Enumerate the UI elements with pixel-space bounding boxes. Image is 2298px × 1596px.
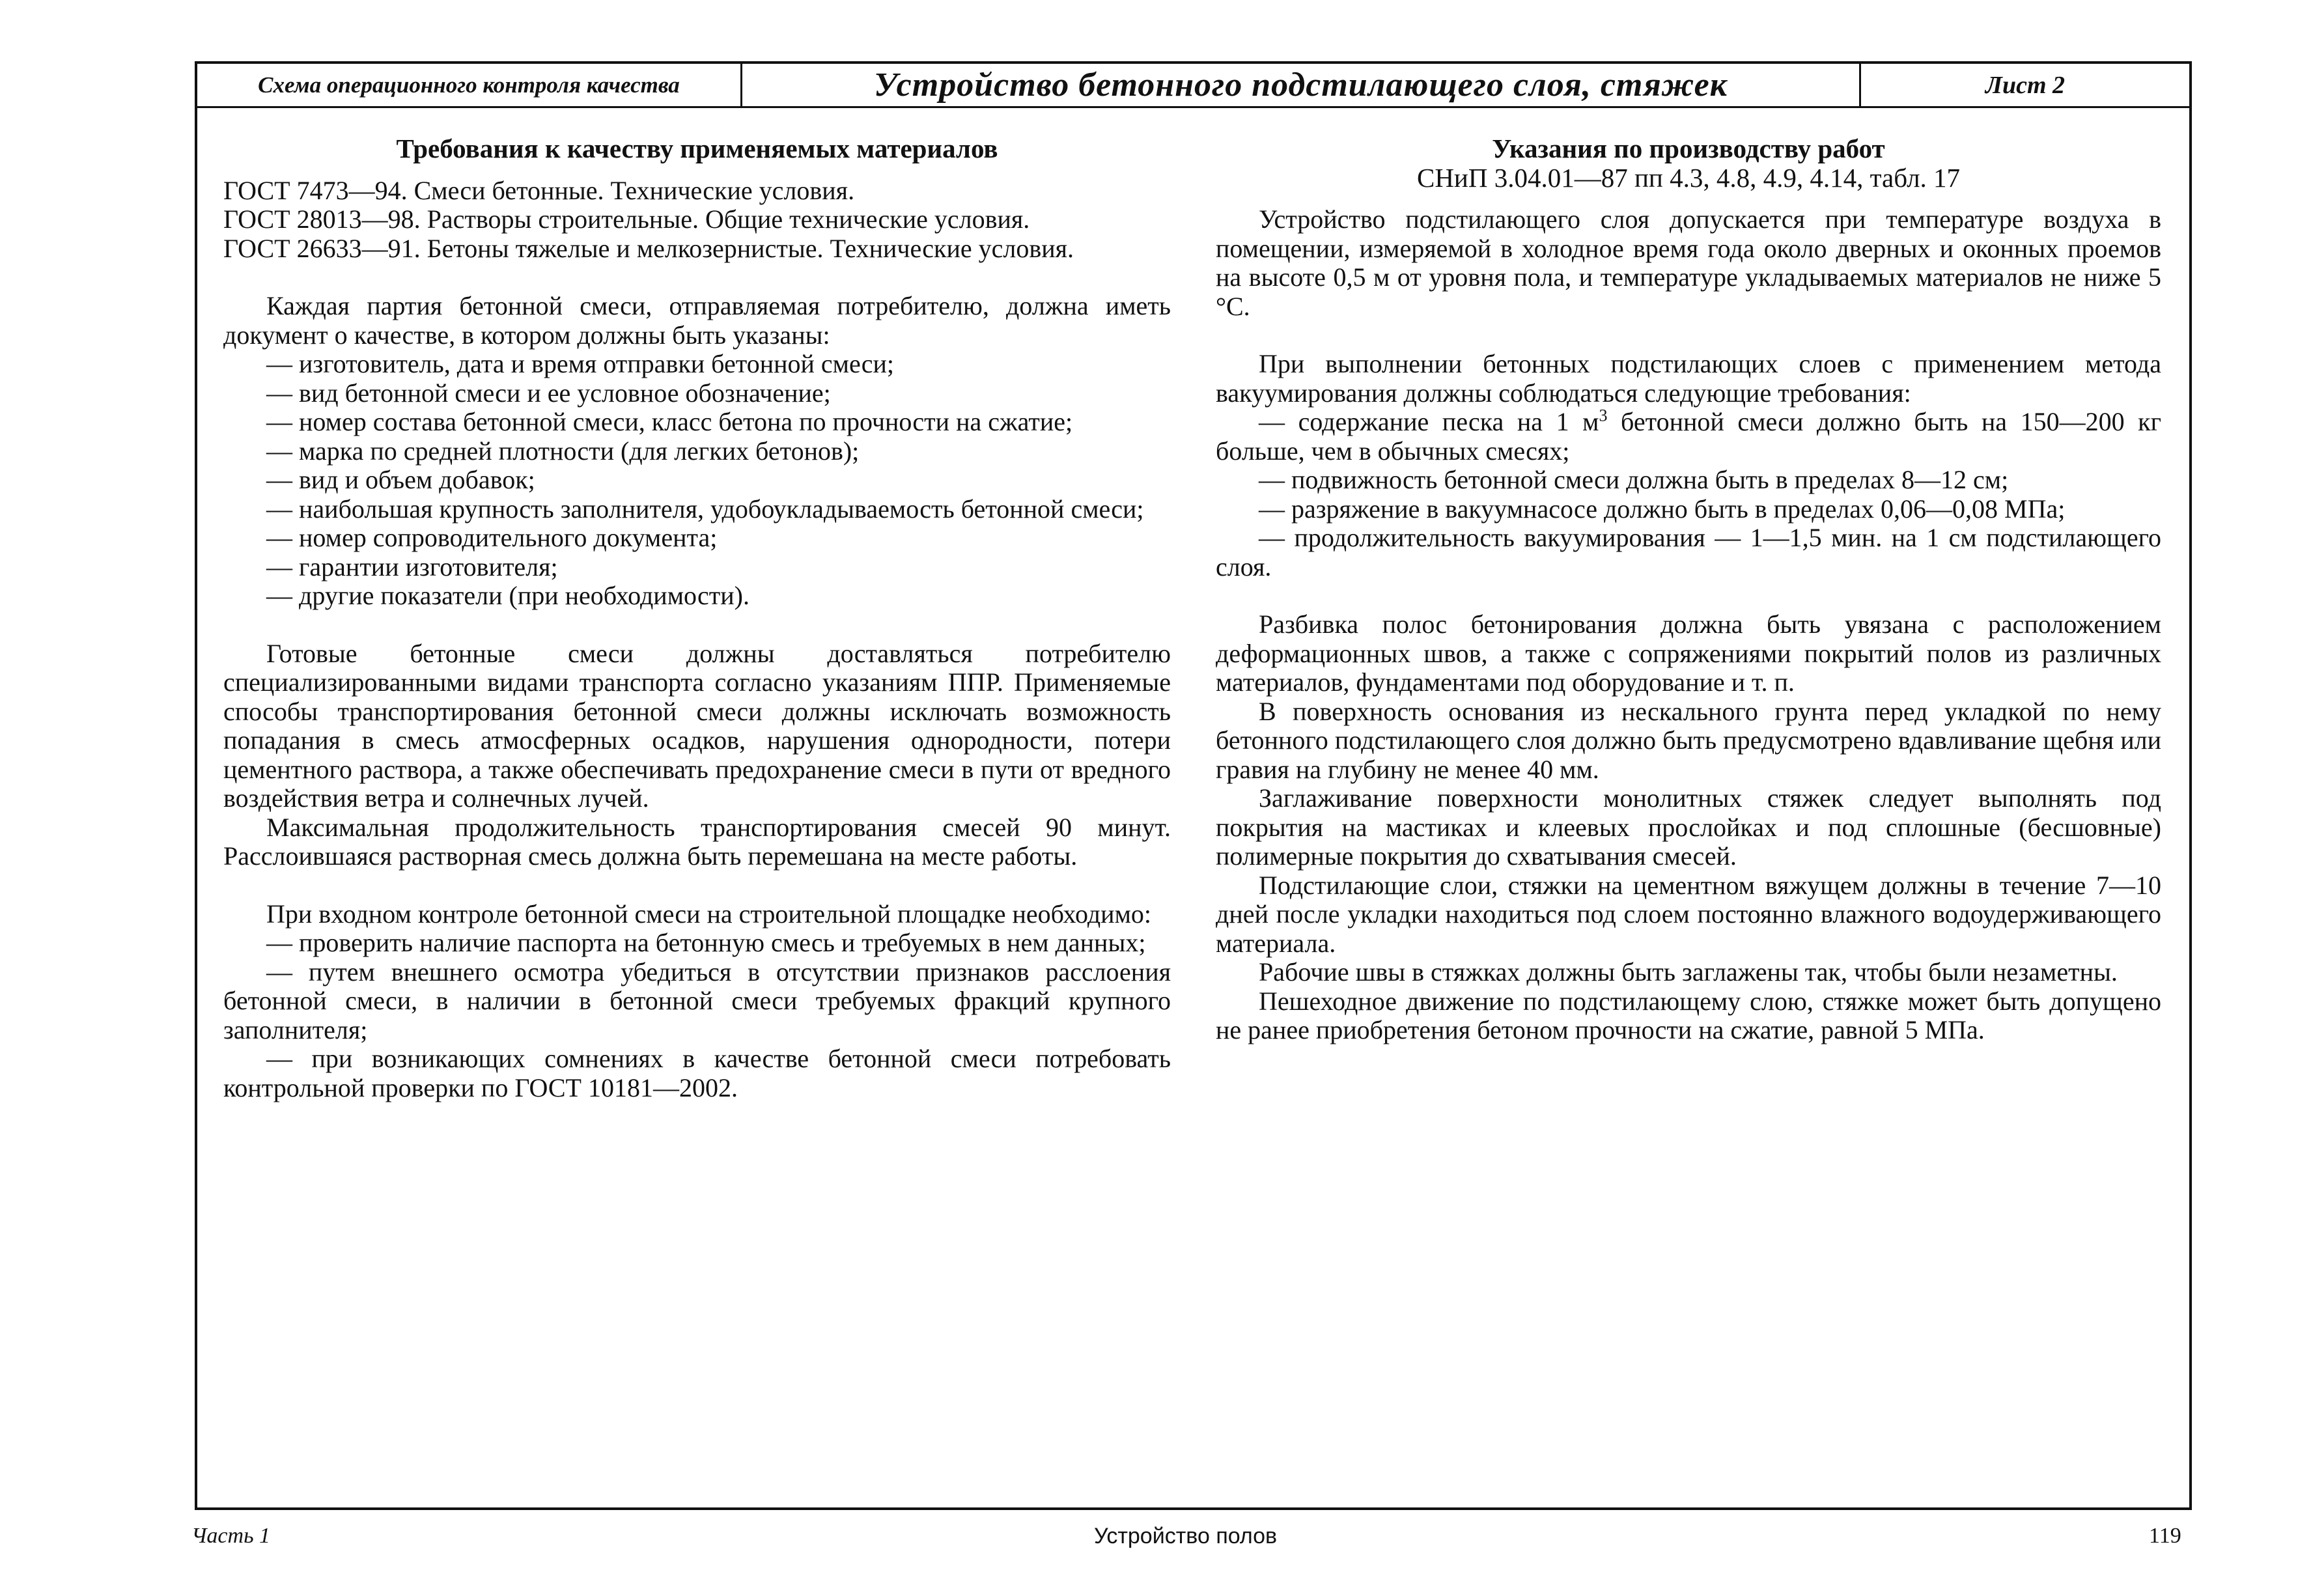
instruction-paragraph: В поверхность основания из нескального грунта перед укладкой по нему бетонного подстилающего слоя должно быть предусмотрено вдавливание щебня или гравия на глубину не менее 40 мм. <box>1216 696 2161 784</box>
vacuum-intro: При выполнении бетонных подстилающих слоев с применением метода вакуумирования должны соблюдаться следующие требования: <box>1216 349 2161 408</box>
vacuum-item: — разряжение в вакуумнасосе должно быть в пределах 0,06—0,08 МПа; <box>1259 494 2066 524</box>
transport-duration-paragraph: Максимальная продолжительность транспортирования смесей 90 минут. Расслоившаяся растворная смесь должна быть перемешана на месте работы. <box>223 812 1171 871</box>
quality-doc-item: — наибольшая крупность заполнителя, удобоукладываемость бетонной смеси; <box>266 494 1144 524</box>
transport-paragraph: Готовые бетонные смеси должны доставляться потребителю специализированными видами транспорта согласно указаниям ППР. Применяемые способы транспортирования бетонной смеси должны исключать возможность попадания в смесь атмосферных осадков, нарушения однородности, потери цементного раствора, а также обеспечивать предохранение смеси в пути от вредного воздействия ветра и солнечных лучей. <box>223 638 1171 813</box>
footer-part-label: Часть 1 <box>191 1524 271 1548</box>
header-sheet-number: Лист 2 <box>1985 71 2066 99</box>
vacuum-item-text: — содержание песка на 1 м <box>1259 407 1599 436</box>
input-control-item: — при возникающих сомнениях в качестве бетонной смеси потребовать контрольной проверки по ГОСТ 10181—2002. <box>223 1044 1171 1102</box>
vacuum-item: — продолжительность вакуумирования — 1—1,5 мин. на 1 см подстилающего слоя. <box>1216 523 2161 581</box>
vacuum-item <box>1216 408 2161 466</box>
cubic-superscript: 3 <box>1599 406 1608 425</box>
header-table <box>197 64 2189 108</box>
standard-item: ГОСТ 7473—94. Смеси бетонные. Технические условия. <box>223 175 855 205</box>
page-number: 119 <box>2149 1524 2181 1548</box>
quality-doc-item: — марка по средней плотности (для легких бетонов); <box>266 436 860 466</box>
quality-doc-item: — вид бетонной смеси и ее условное обозначение; <box>266 378 831 408</box>
instruction-paragraph: Пешеходное движение по подстилающему слою, стяжке может быть допущено не ранее приобретения бетоном прочности на сжатие, равной 5 МПа. <box>1216 986 2161 1044</box>
work-instructions-reference: СНиП 3.04.01—87 пп 4.3, 4.8, 4.9, 4.14, табл. 17 <box>1416 162 1961 193</box>
quality-doc-item: — другие показатели (при необходимости). <box>266 581 750 610</box>
header-scheme-label: Схема операционного контроля качества <box>197 64 742 106</box>
quality-doc-item: — вид и объем добавок; <box>266 465 535 494</box>
quality-doc-item: — номер сопроводительного документа; <box>266 523 718 552</box>
work-instructions-title: Указания по производству работ <box>1492 133 1885 163</box>
standard-item: ГОСТ 26633—91. Бетоны тяжелые и мелкозернистые. Технические условия. <box>223 233 1074 263</box>
quality-doc-item: — изготовитель, дата и время отправки бетонной смеси; <box>266 349 895 378</box>
materials-title: Требования к качеству применяемых материалов <box>396 133 998 163</box>
instruction-paragraph: Разбивка полос бетонирования должна быть увязана с расположением деформационных швов, а также с сопряжениями покрытий полов из различных материалов, фундаментами под оборудование и т. п. <box>1216 609 2161 697</box>
input-control-item: — проверить наличие паспорта на бетонную смесь и требуемых в нем данных; <box>266 928 1146 957</box>
header-title: Устройство бетонного подстилающего слоя, стяжек <box>742 64 1861 106</box>
instruction-paragraph: Подстилающие слои, стяжки на цементном вяжущем должны в течение 7—10 дней после укладки находиться под слоем постоянно влажного водоудерживающего материала. <box>1216 870 2161 958</box>
quality-doc-item: — гарантии изготовителя; <box>266 552 558 581</box>
standard-item: ГОСТ 28013—98. Растворы строительные. Общие технические условия. <box>223 204 1030 234</box>
materials-column <box>223 134 1171 1102</box>
input-control-item: — путем внешнего осмотра убедиться в отсутствии признаков расслоения бетонной смеси, в наличии в бетонной смеси требуемых фракций крупного заполнителя; <box>223 957 1171 1044</box>
work-instructions-column <box>1216 134 2161 1045</box>
instruction-paragraph: Заглаживание поверхности монолитных стяжек следует выполнять под покрытия на мастиках и клеевых прослойках и под сплошные (бесшовные) полимерные покрытия до схватывания смесей. <box>1216 783 2161 871</box>
quality-doc-intro: Каждая партия бетонной смеси, отправляемая потребителю, должна иметь документ о качестве, в котором должны быть указаны: <box>223 291 1171 350</box>
quality-doc-item: — номер состава бетонной смеси, класс бетона по прочности на сжатие; <box>266 407 1073 436</box>
page-frame <box>195 61 2192 1510</box>
temperature-paragraph: Устройство подстилающего слоя допускается при температуре воздуха в помещении, измеряемой в холодное время года около дверных и оконных проемов на высоте 0,5 м от уровня пола, и температуре укладываемых материалов не ниже 5 °С. <box>1216 204 2161 321</box>
footer-section-title: Устройство полов <box>1094 1524 1278 1548</box>
vacuum-item: — подвижность бетонной смеси должна быть в пределах 8—12 см; <box>1259 465 2009 494</box>
input-control-intro: При входном контроле бетонной смеси на строительной площадке необходимо: <box>266 899 1152 929</box>
vacuum-item-text: бетонной смеси должно быть на 150—200 кг больше, чем в обычных смесях; <box>1216 407 2161 466</box>
instruction-paragraph: Рабочие швы в стяжках должны быть заглажены так, чтобы были незаметны. <box>1259 957 2118 987</box>
